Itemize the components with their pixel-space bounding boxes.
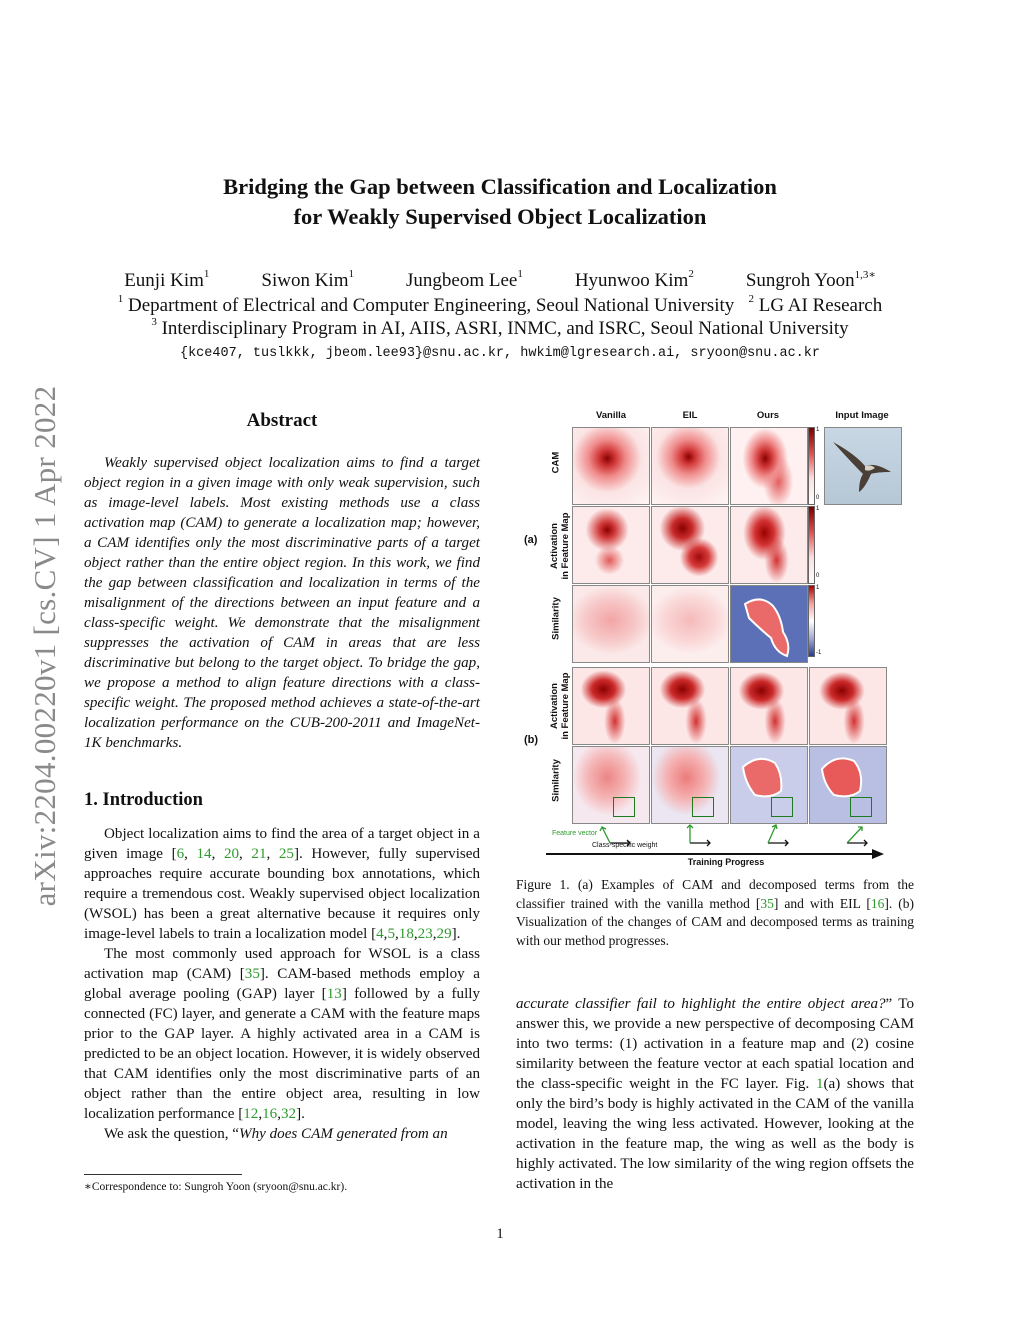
feature-location-box — [613, 797, 635, 817]
colorbar-min: 0 — [816, 495, 820, 501]
colorbar-max: 1 — [816, 427, 820, 433]
row-label-activation-b: Activation in Feature Map — [549, 672, 571, 740]
object-mask-shape — [731, 747, 807, 823]
colorbar-max: 1 — [816, 585, 820, 591]
similarity-progress-3-tile — [730, 746, 808, 824]
class-weight-label: Class-specific weight — [592, 842, 658, 849]
introduction-heading: 1. Introduction — [84, 790, 203, 810]
object-mask-shape — [810, 747, 886, 823]
input-image-tile — [824, 427, 902, 505]
cam-eil-tile — [651, 427, 729, 505]
similarity-progress-2-tile — [651, 746, 729, 824]
activation-eil-tile — [651, 506, 729, 584]
intro-paragraph-1: Object localization aims to find the area of a target object in a given image [6, 14, 20, 21, 25]. However, fully supervised approaches require accurate bounding box annotations, which require a tremendous cost. Weakly supervised object localization (WSOL) has been a great alternative because it requires only image-level labels to train a localization model [4,5,18,23,29]. — [84, 826, 481, 942]
row-label-similarity-b: Similarity — [550, 759, 562, 802]
intro-paragraph-2: The most commonly used approach for WSOL is a class activation map (CAM) [35]. CAM-based methods employ a global average pooling (GAP) layer [13] followed by a fully connected (FC) layer, and generate a CAM with the feature maps prior to the GAP layer. A highly activated area in a CAM is predicted to be an object location. However, it is widely observed that CAM identifies only the most discriminative parts of an object rather than the entire object area, resulting in low localization performance [12,16,32]. — [84, 946, 480, 1122]
author: Hyunwoo Kim$^2$ — [574, 268, 694, 291]
footnote-rule — [84, 1174, 242, 1175]
introduction-text — [84, 824, 480, 1144]
panel-label-b: (b) — [524, 734, 539, 746]
cam-vanilla-tile — [572, 427, 650, 505]
activation-progress-1-tile — [572, 667, 650, 745]
feature-location-box — [771, 797, 793, 817]
column-header-input-image: Input Image — [835, 410, 889, 421]
bird-icon — [825, 428, 901, 504]
similarity-ours-tile — [730, 585, 808, 663]
similarity-progress-4-tile — [809, 746, 887, 824]
feature-location-box — [692, 797, 714, 817]
similarity-vanilla-tile — [572, 585, 650, 663]
feature-location-box — [850, 797, 872, 817]
colorbar-activation — [808, 506, 815, 584]
activation-progress-2-tile — [651, 667, 729, 745]
colorbar-max: 1 — [816, 506, 820, 512]
figure-1 — [516, 405, 914, 870]
intro-paragraph-3: We ask the question, “Why does CAM generated from an — [104, 1126, 448, 1142]
author: Sungroh Yoon$^{1,3∗}$ — [745, 269, 876, 291]
author: Jungbeom Lee$^1$ — [406, 268, 523, 291]
colorbar-similarity — [808, 585, 815, 657]
paper-title-line2: for Weakly Supervised Object Localization — [293, 204, 707, 229]
column-header-ours: Ours — [756, 410, 780, 421]
activation-ours-tile — [730, 506, 808, 584]
similarity-eil-tile — [651, 585, 729, 663]
page-number: 1 — [496, 1226, 504, 1242]
panel-label-a: (a) — [524, 534, 538, 546]
right-column-text: accurate classifier fail to highlight the entire object area?” To answer this, we provide a new perspective of decomposing CAM into two terms: (1) activation in a feature map and (2) cosine similarity between the feature vector at each spatial location and the class-specific weight in the FC layer. Fig. 1(a) shows that only the bird’s body is highly activated in the CAM of the vanilla model, leaving the wing less activated. However, looking at the activation in the feature map, the wing as well as the body is highly activated. The low similarity of the wing region offsets the activation in the — [516, 996, 914, 1192]
author-list — [0, 270, 1000, 292]
paper-title-line1: Bridging the Gap between Classification and Localization — [223, 174, 777, 199]
colorbar-min: 0 — [816, 573, 820, 579]
activation-progress-4-tile — [809, 667, 887, 745]
cam-ours-tile — [730, 427, 808, 505]
object-mask-shape — [731, 586, 807, 662]
activation-vanilla-tile — [572, 506, 650, 584]
footnote: ∗Correspondence to: Sungroh Yoon (sryoon@snu.ac.kr). — [84, 1181, 348, 1193]
arxiv-identifier: arXiv:2204.00220v1 [cs.CV] 1 Apr 2022 — [27, 385, 62, 907]
column-header-vanilla: Vanilla — [595, 410, 627, 421]
activation-progress-3-tile — [730, 667, 808, 745]
author: Eunji Kim$^1$ — [124, 268, 210, 291]
author-emails: {kce407, tuslkkk, jbeom.lee93}@snu.ac.kr, hwkim@lgresearch.ai, sryoon@snu.ac.kr — [179, 346, 820, 361]
similarity-progress-1-tile — [572, 746, 650, 824]
author: Siwon Kim$^1$ — [261, 268, 354, 291]
figure-caption: Figure 1. (a) Examples of CAM and decomposed terms from the classifier trained with the vanilla method [35] and with EIL [16]. (b) Visualization of the changes of CAM and decomposed terms as training with our method progresses. — [516, 877, 914, 948]
colorbar-cam — [808, 427, 815, 505]
column-header-eil: EIL — [682, 410, 698, 421]
row-label-activation-a: Activation in Feature Map — [549, 512, 571, 580]
feature-vector-label: Feature vector — [552, 830, 598, 837]
row-label-similarity-a: Similarity — [550, 597, 562, 640]
affiliation-line-2: $^3$ Interdisciplinary Program in AI, AIIS, ASRI, INMC, and ISRC, Seoul National University — [151, 316, 849, 339]
abstract-text: Weakly supervised object localization aims to find a target object region in a given image with only weak supervision, such as image-level labels. Most existing methods use a class activation map (CAM) to generate a localization map; however, a CAM identifies only the most discriminative parts of a target object rather than the entire object region. In this work, we find the gap between classification and localization in terms of the misalignment of the directions between an input feature and a class-specific weight. We demonstrate that the misalignment suppresses the activation of CAM in areas that are less discriminative but belong to the target object. To bridge the gap, we propose a method to align feature directions with a class-specific weight. The proposed method achieves a state-of-the-art localization performance on the CUB-200-2011 and ImageNet-1K benchmarks. — [84, 455, 480, 751]
affiliation-line-1: $^1$ Department of Electrical and Computer Engineering, Seoul National University $^2$ LG AI Research — [117, 293, 883, 316]
training-progress-label: Training Progress — [687, 857, 765, 867]
abstract-heading: Abstract — [246, 410, 318, 431]
colorbar-negative: -1 — [816, 650, 822, 656]
row-label-cam: CAM — [550, 451, 562, 474]
